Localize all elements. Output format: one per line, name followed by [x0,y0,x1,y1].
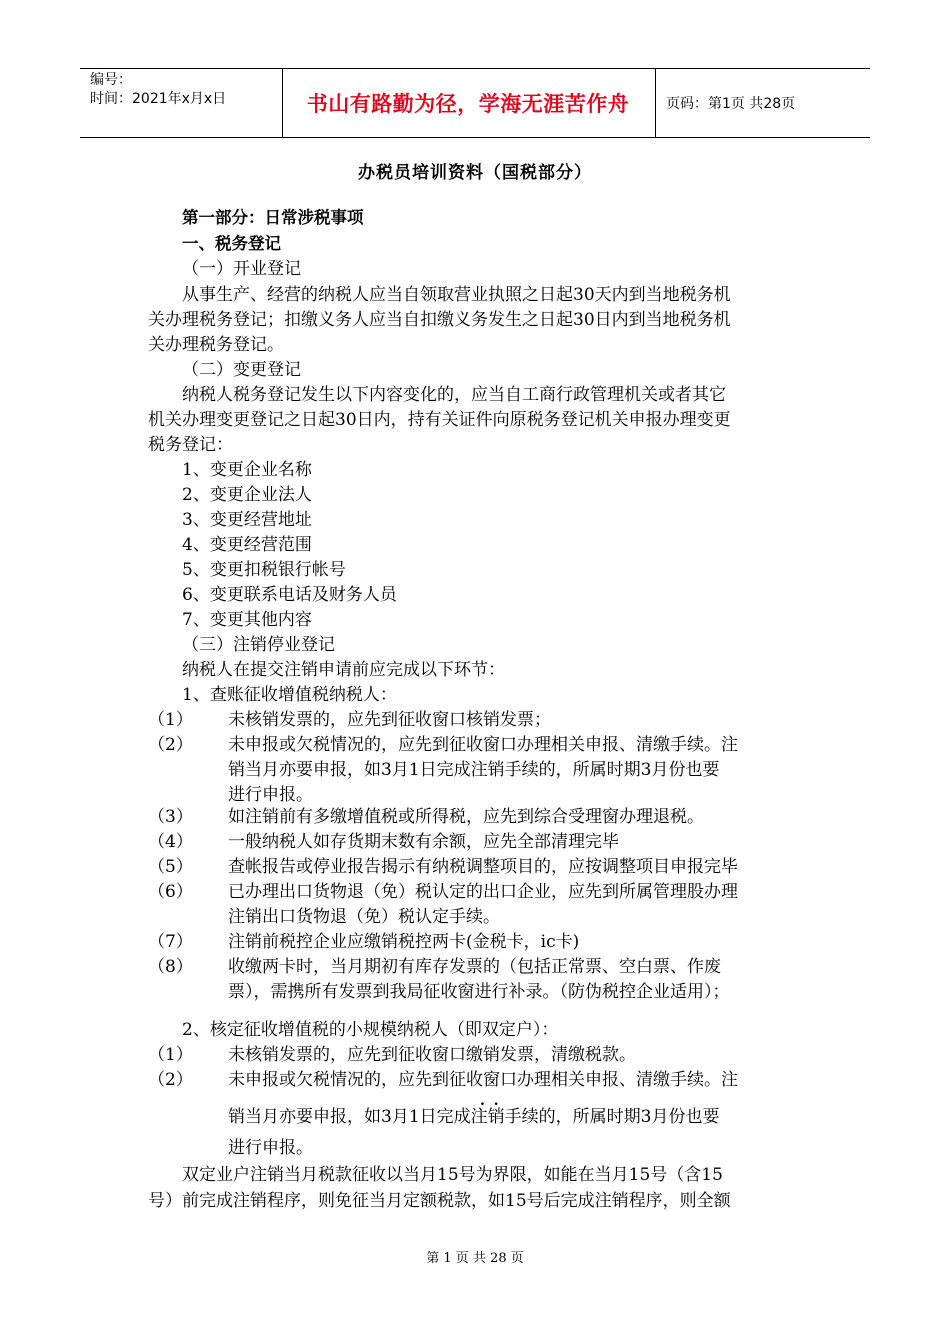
paragraph-line: 税务登记： [148,435,233,455]
item-text: 一般纳税人如存货期末数有余额，应先全部清理完毕 [228,832,619,852]
list-item: 4、变更经营范围 [182,535,312,555]
subsection-heading: （一）开业登记 [182,259,301,279]
item-text: 进行申报。 [228,785,313,805]
item-text: 销当月亦要申报，如3月1日完成注销手续的，所属时期3月份也要 [228,1107,720,1127]
item-text: 销当月亦要申报，如3月1日完成注销手续的，所属时期3月份也要 [228,760,720,780]
list-item: 1、变更企业名称 [182,460,312,480]
paragraph-line: 号）前完成注销程序，则免征当月定额税款，如15号后完成注销程序，则全额 [148,1191,731,1211]
header-page-number: 页码：第1页 共28页 [666,96,796,112]
item-number: （4） [148,832,193,852]
item-number: （1） [148,1045,193,1065]
item-text: 已办理出口货物退（免）税认定的出口企业，应先到所属管理股办理 [228,882,738,902]
item-number: （2） [148,735,193,755]
header-meta [90,71,226,109]
item-text: 未核销发票的，应先到征收窗口核销发票； [228,710,551,730]
emphasis-dots: . . [480,1093,501,1109]
paragraph-line: 纳税人在提交注销申请前应完成以下环节： [182,660,505,680]
paragraph-line: 关办理税务登记。 [148,335,284,355]
subsection-heading: （三）注销停业登记 [182,635,335,655]
page-footer: 第 1 页 共 28 页 [426,1251,524,1266]
item-number: （1） [148,710,193,730]
item-text: 收缴两卡时，当月期初有库存发票的（包括正常票、空白票、作废 [228,957,721,977]
item-text: 未申报或欠税情况的，应先到征收窗口办理相关申报、清缴手续。注 [228,1070,738,1090]
paragraph-line: 纳税人税务登记发生以下内容变化的，应当自工商行政管理机关或者其它 [182,385,726,405]
paragraph-line: 从事生产、经营的纳税人应当自领取营业执照之日起30天内到当地税务机 [182,285,731,305]
item-number: （5） [148,857,193,877]
item-text: 注销前税控企业应缴销税控两卡(金税卡，ic卡) [228,932,580,952]
item-text: 票），需携所有发票到我局征收窗进行补录。（防伪税控企业适用）； [228,982,730,1002]
item-text: 注销出口货物退（免）税认定手续。 [228,907,500,927]
list-item: 7、变更其他内容 [182,610,312,630]
paragraph-line: 机关办理变更登记之日起30日内，持有关证件向原税务登记机关申报办理变更 [148,410,731,430]
item-text: 未核销发票的，应先到征收窗口缴销发票，清缴税款。 [228,1045,636,1065]
document-title: 办税员培训资料（国税部分） [358,163,592,183]
subsection-heading: （二）变更登记 [182,360,301,380]
item-text: 进行申报。 [228,1138,313,1158]
paragraph-line: 关办理税务登记；扣缴义务人应当自扣缴义务发生之日起30日内到当地税务机 [148,310,731,330]
list-item: 3、变更经营地址 [182,510,312,530]
list-item: 6、变更联系电话及财务人员 [182,585,397,605]
item-text: 如注销前有多缴增值税或所得税，应先到综合受理窗办理退税。 [228,807,704,827]
doc-number-label: 编号： [90,72,132,88]
item-number: （3） [148,807,193,827]
header-motto: 书山有路勤为径，学海无涯苦作舟 [306,92,630,116]
item-number: （7） [148,932,193,952]
item-number: （6） [148,882,193,902]
document-header [80,68,870,138]
item-number: （2） [148,1070,193,1090]
item-number: （8） [148,957,193,977]
part-heading: 第一部分：日常涉税事项 [182,208,364,227]
list-item: 2、变更企业法人 [182,485,312,505]
doc-date-label: 时间：2021年x月x日 [90,91,227,107]
header-divider [655,69,656,137]
item-text: 查帐报告或停业报告揭示有纳税调整项目的，应按调整项目申报完毕 [228,857,738,877]
paragraph-line: 双定业户注销当月税款征收以当月15号为界限，如能在当月15号（含15 [182,1165,723,1185]
group-title: 2、核定征收增值税的小规模纳税人（即双定户）： [182,1020,559,1040]
group-title: 1、查账征收增值税纳税人： [182,685,397,705]
item-text: 未申报或欠税情况的，应先到征收窗口办理相关申报、清缴手续。注 [228,735,738,755]
section-heading: 一、税务登记 [182,234,281,253]
list-item: 5、变更扣税银行帐号 [182,560,346,580]
